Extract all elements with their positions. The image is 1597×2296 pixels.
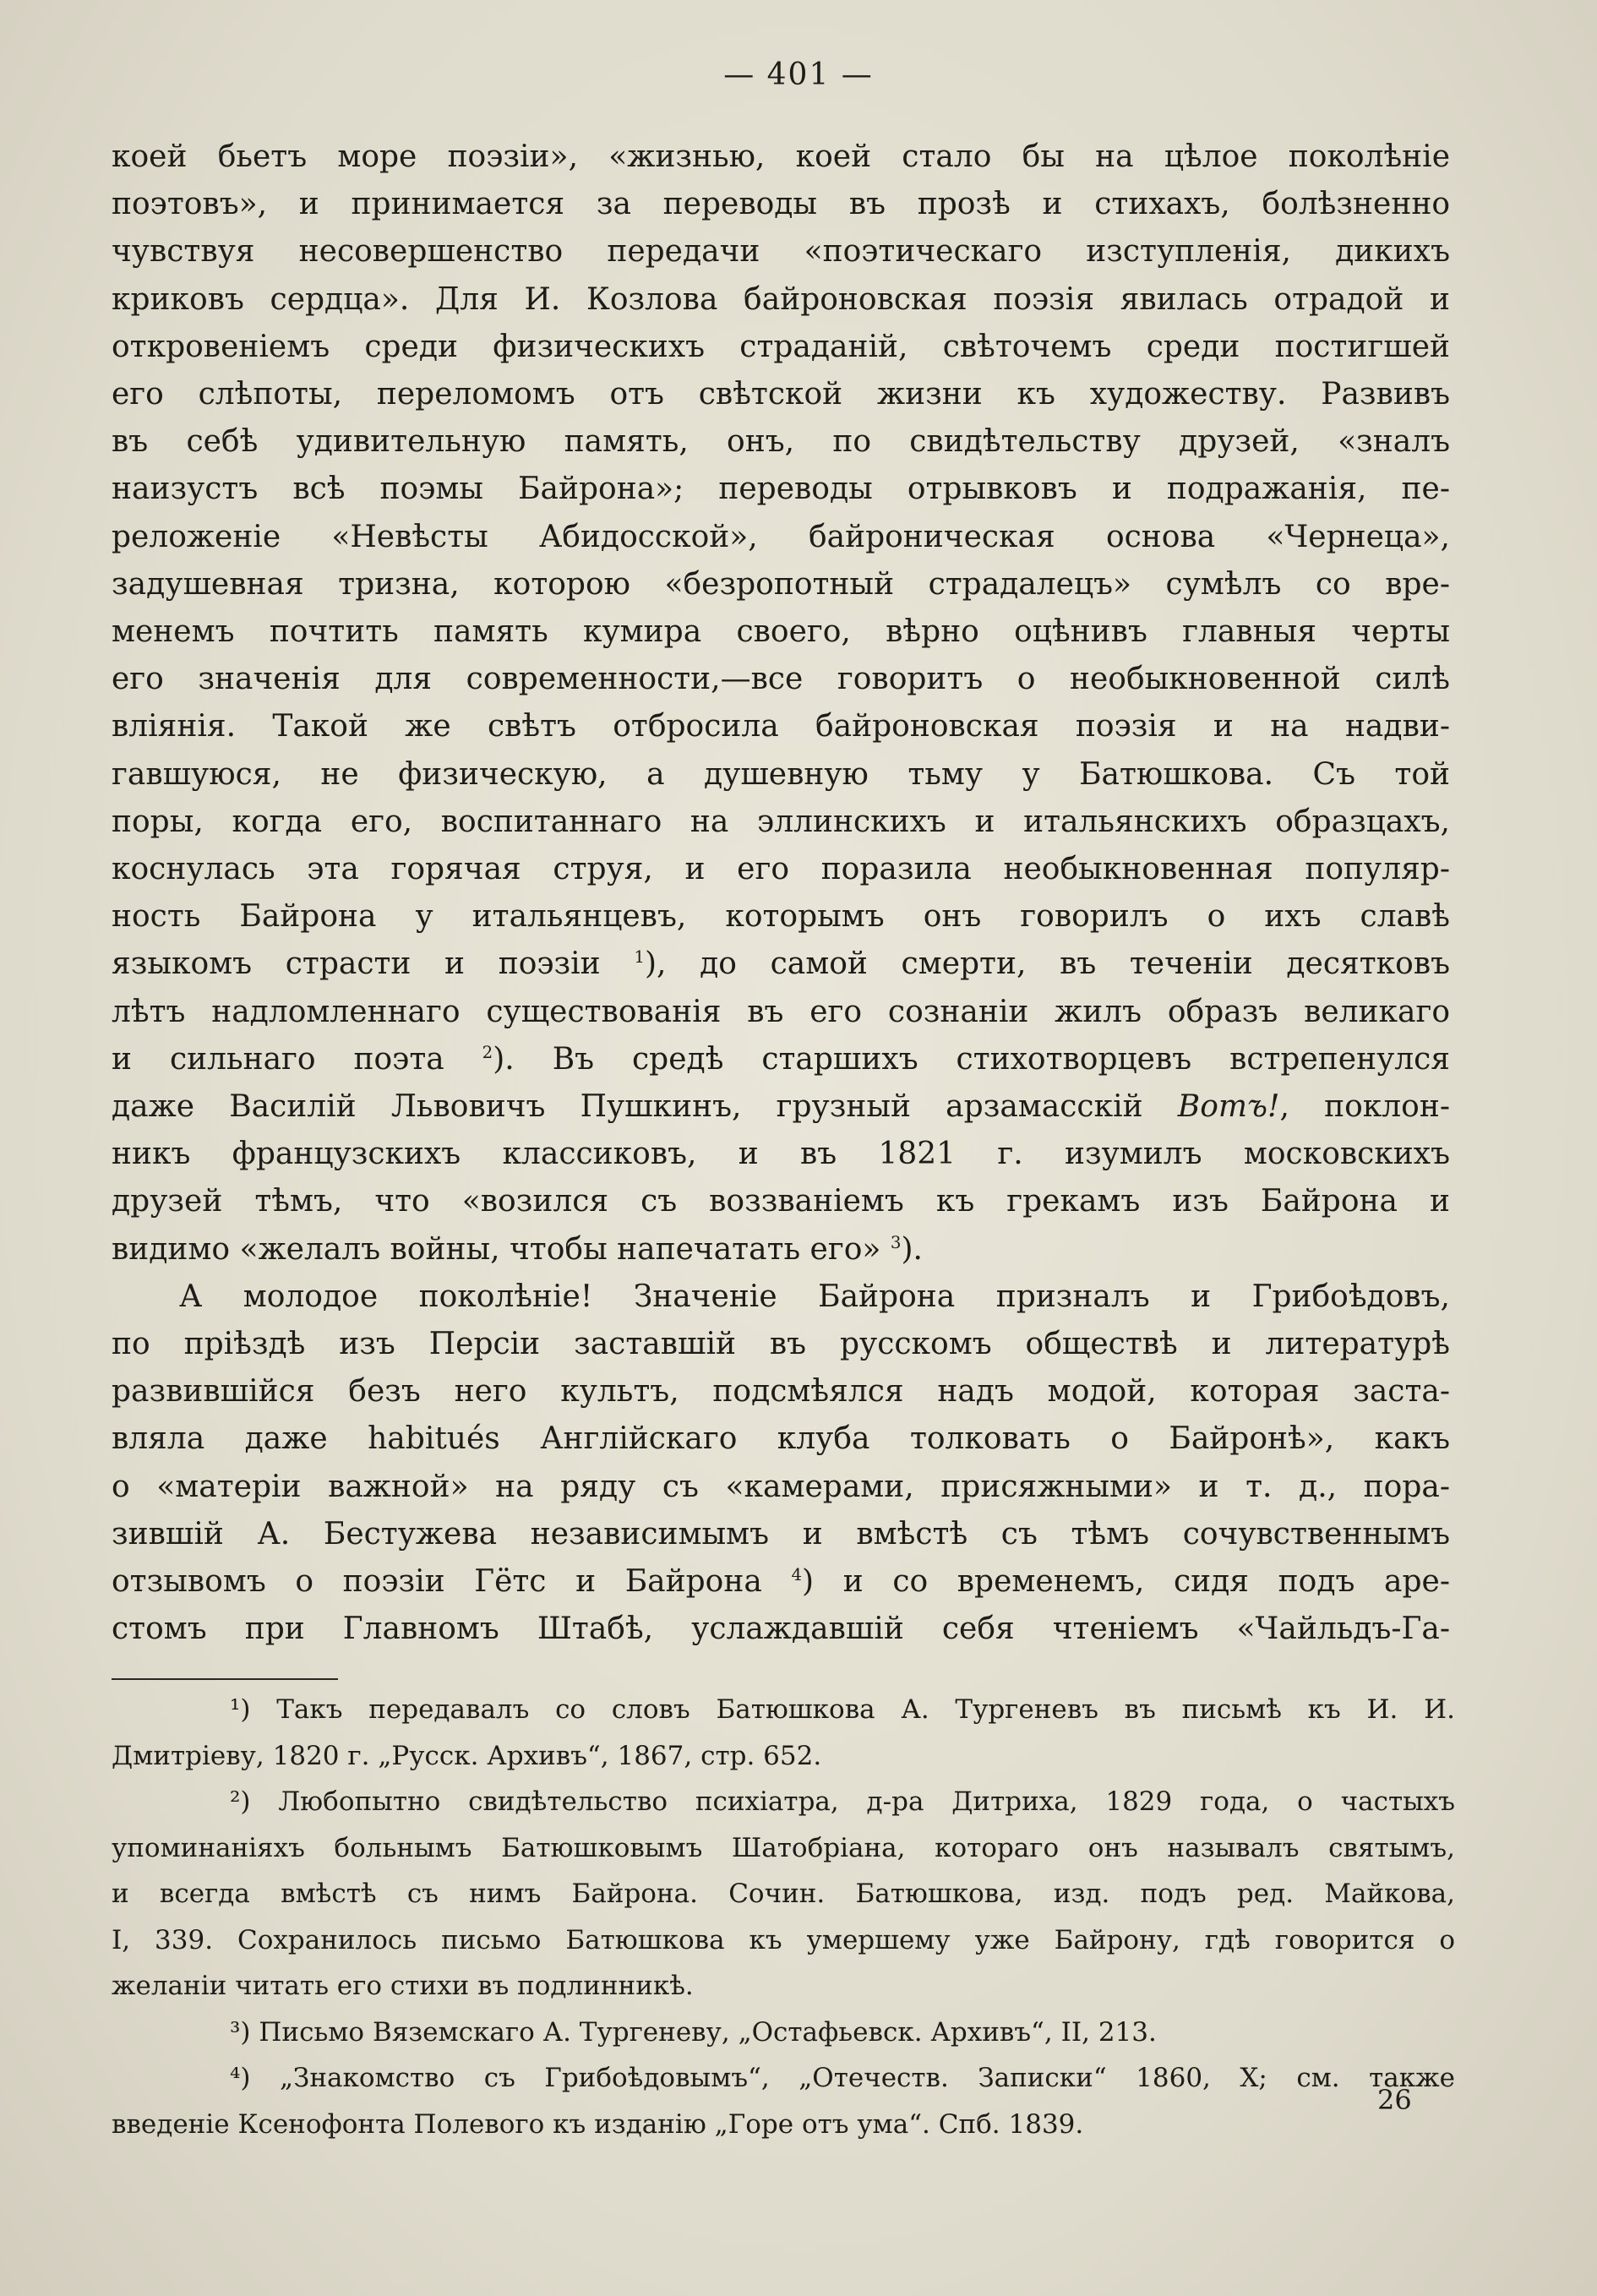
text-line: о «матеріи важной» на ряду съ «камерами, присяжными» и т. д., пора- (112, 1469, 1450, 1504)
footnote-ref-1: 1 (634, 947, 645, 968)
text-line: его слѣпоты, переломомъ отъ свѣтской жизни къ художеству. Развивъ (112, 377, 1450, 412)
footnote-2-cont: I, 339. Сохранилось письмо Батюшкова къ умершему уже Байрону, гдѣ говорится о (112, 1924, 1455, 1955)
text-line: наизустъ всѣ поэмы Байрона»; переводы отрывковъ и подражанія, пе- (112, 472, 1450, 507)
text-line (112, 1083, 1450, 1131)
footnote-ref-2: 2 (482, 1042, 493, 1062)
text-line (112, 1226, 1450, 1273)
text-line: въ себѣ удивительную память, онъ, по свидѣтельству друзей, «зналъ (112, 424, 1450, 460)
text-segment: отзывомъ о поэзіи Гётс и Байрона (112, 1564, 792, 1600)
text-line: лѣтъ надломленнаго существованія въ его сознаніи жилъ образъ великаго (112, 994, 1450, 1029)
footnote-2-cont: упоминаніяхъ больнымъ Батюшковымъ Шатобріана, котораго онъ называлъ святымъ, (112, 1832, 1455, 1863)
footnote-1: ¹) Такъ передавалъ со словъ Батюшкова А. Тургеневъ въ письмѣ къ И. И. (230, 1694, 1455, 1725)
footnotes (112, 1678, 1455, 2147)
text-segment: ). (901, 1231, 923, 1267)
text-segment: , поклон- (1279, 1089, 1450, 1125)
text-line (112, 1036, 1450, 1083)
text-line: чувствуя несовершенство передачи «поэтическаго изступленія, дикихъ (112, 234, 1450, 270)
page-number-header: — 401 — (723, 57, 874, 92)
text-line: коснулась эта горячая струя, и его поразила необыкновенная популяр- (112, 852, 1450, 887)
text-line: А молодое поколѣніе! Значеніе Байрона призналъ и Грибоѣдовъ, (179, 1279, 1450, 1314)
footnote-4: ⁴) „Знакомство съ Грибоѣдовымъ“, „Отечеств. Записки“ 1860, X; см. также (230, 2063, 1455, 2093)
text-line: друзей тѣмъ, что «возился съ воззваніемъ къ грекамъ изъ Байрона и (112, 1184, 1450, 1219)
text-segment: ) и со временемъ, сидя подъ аре- (802, 1564, 1450, 1600)
text-segment: ), до самой смерти, въ теченіи десятковъ (644, 946, 1450, 982)
footnote-ref-4: 4 (791, 1565, 803, 1585)
text-line: по пріѣздѣ изъ Персіи заставшій въ русскомъ обществѣ и литературѣ (112, 1327, 1450, 1362)
text-line (112, 1558, 1450, 1606)
footnote-2-cont: и всегда вмѣстѣ съ нимъ Байрона. Сочин. Батюшкова, изд. подъ ред. Майкова, (112, 1879, 1455, 1909)
text-line: коей бьетъ море поэзіи», «жизнью, коей стало бы на цѣлое поколѣніе (112, 139, 1450, 174)
main-text (112, 134, 1450, 1654)
text-segment: ). Въ средѣ старшихъ стихотворцевъ встрепенулся (493, 1041, 1450, 1077)
text-line: реложеніе «Невѣсты Абидосской», байроническая основа «Чернеца», (112, 519, 1450, 554)
text-line: зившій А. Бестужева независимымъ и вмѣстѣ съ тѣмъ сочувственнымъ (112, 1516, 1450, 1552)
footnote-4-cont: введеніе Ксенофонта Полевого къ изданію „Горе отъ ума“. Спб. 1839. (112, 2108, 1084, 2140)
paragraph-2 (112, 1273, 1450, 1654)
text-line: вляла даже habitués Англійскаго клуба толковать о Байронѣ», какъ (112, 1421, 1450, 1457)
text-segment: и сильнаго поэта (112, 1041, 482, 1077)
footnote-divider (112, 1678, 338, 1680)
paragraph-1 (112, 134, 1450, 1273)
text-line: ность Байрона у итальянцевъ, которымъ онъ говорилъ о ихъ славѣ (112, 899, 1450, 935)
text-line: задушевная тризна, которою «безропотный страдалецъ» сумѣлъ со вре- (112, 566, 1450, 602)
text-line: поэтовъ», и принимается за переводы въ прозѣ и стихахъ, болѣзненно (112, 187, 1450, 222)
text-line: поры, когда его, воспитаннаго на эллинскихъ и итальянскихъ образцахъ, (112, 804, 1450, 839)
text-line: вліянія. Такой же свѣтъ отбросила байроновская поэзія и на надви- (112, 709, 1450, 744)
text-line: откровеніемъ среди физическихъ страданій, свѣточемъ среди постигшей (112, 329, 1450, 364)
text-line: менемъ почтить память кумира своего, вѣрно оцѣнивъ главныя черты (112, 614, 1450, 650)
text-line: стомъ при Главномъ Штабѣ, услаждавшій себя чтеніемъ «Чайльдъ-Га- (112, 1612, 1450, 1647)
text-line: гавшуюся, не физическую, а душевную тьму у Батюшкова. Съ той (112, 756, 1450, 792)
text-line (112, 941, 1450, 988)
footnote-2: ²) Любопытно свидѣтельство психіатра, д-ра Дитриха, 1829 года, о частыхъ (230, 1786, 1455, 1817)
text-line: криковъ сердца». Для И. Козлова байроновская поэзія явилась отрадой и (112, 281, 1450, 317)
text-segment: языкомъ страсти и поэзіи (112, 946, 635, 982)
text-line: никъ французскихъ классиковъ, и въ 1821 г. изумилъ московскихъ (112, 1137, 1450, 1172)
footnote-3: ³) Письмо Вяземскаго А. Тургеневу, „Остафьевск. Архивъ“, II, 213. (230, 2016, 1157, 2048)
text-segment: видимо «желалъ войны, чтобы напечатать его» (112, 1231, 891, 1267)
italic-word: Вотъ! (1177, 1089, 1280, 1125)
signature-mark: 26 (1377, 2084, 1412, 2116)
text-line: его значенія для современности,—все говоритъ о необыкновенной силѣ (112, 662, 1450, 697)
footnote-1-cont: Дмитріеву, 1820 г. „Русск. Архивъ“, 1867, стр. 652. (112, 1740, 822, 1771)
text-segment: даже Василій Львовичъ Пушкинъ, грузный арзамасскій (112, 1089, 1178, 1125)
text-line: развившійся безъ него культъ, подсмѣялся надъ модой, которая заста- (112, 1374, 1450, 1410)
footnote-ref-3: 3 (890, 1232, 902, 1252)
footnote-2-cont: желаніи читать его стихи въ подлинникѣ. (112, 1971, 694, 2001)
